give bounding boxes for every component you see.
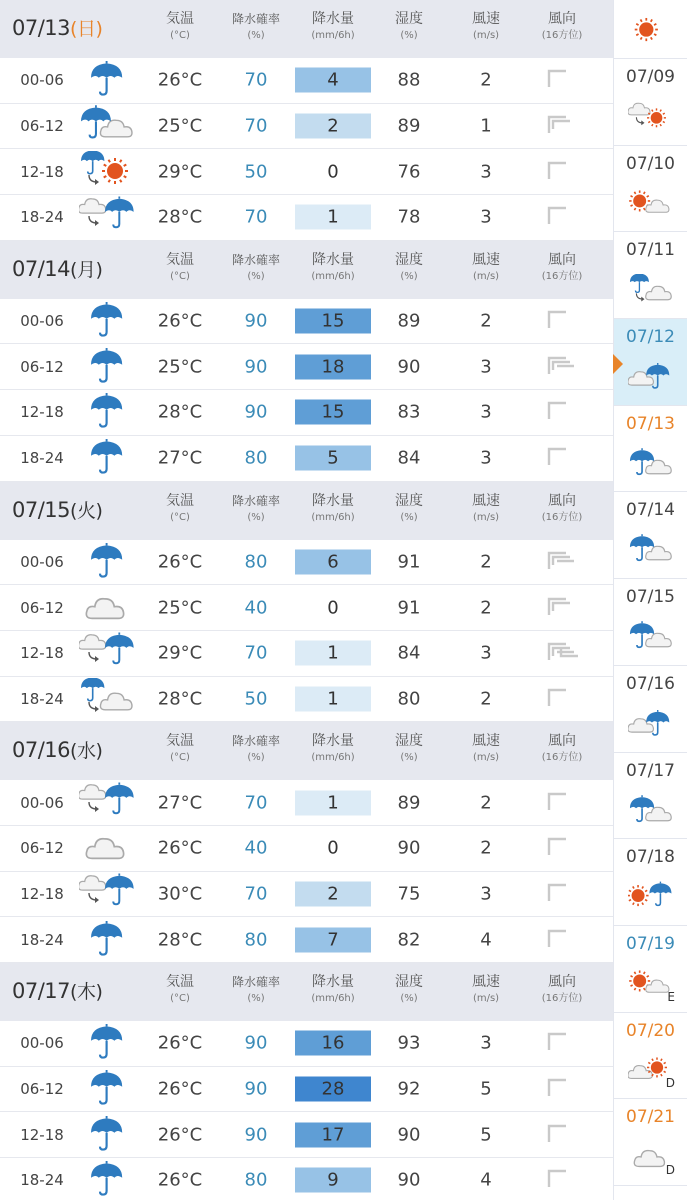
sidebar-day-07-21[interactable] xyxy=(614,1099,687,1186)
time-period: 12-18 xyxy=(20,1125,64,1144)
precip-amount: 15 xyxy=(295,309,371,334)
sidebar-day-07-13[interactable] xyxy=(614,406,687,493)
column-header-rain: 降水量 (mm/6h) xyxy=(311,11,355,41)
wind-speed: 1 xyxy=(480,115,492,137)
precip-probability: 50 xyxy=(244,161,268,183)
humidity: 76 xyxy=(397,161,421,183)
wind-direction-icon xyxy=(546,593,578,623)
precip-amount: 9 xyxy=(295,1168,371,1193)
forecast-row xyxy=(0,1112,613,1158)
umbrella-icon xyxy=(79,437,135,479)
wind-speed: 2 xyxy=(480,310,492,332)
wind-direction-icon xyxy=(546,1120,578,1150)
wind-speed: 2 xyxy=(480,551,492,573)
temperature: 26°C xyxy=(157,837,203,859)
forecast-row xyxy=(0,1158,613,1200)
forecast-row xyxy=(0,1021,613,1067)
temperature: 28°C xyxy=(157,929,203,951)
humidity: 75 xyxy=(397,883,421,905)
time-period: 12-18 xyxy=(20,403,64,422)
sidebar-day-07-10[interactable] xyxy=(614,146,687,233)
precip-amount: 5 xyxy=(295,446,371,471)
time-period: 18-24 xyxy=(20,689,64,708)
cloud-icon xyxy=(79,827,135,869)
forecast-row xyxy=(0,826,613,872)
sidebar-day-07-20[interactable] xyxy=(614,1013,687,1100)
umbrella-to-cloud-icon xyxy=(628,274,674,312)
sidebar-day-07-11[interactable] xyxy=(614,232,687,319)
precip-probability: 70 xyxy=(244,642,268,664)
column-header-hum: 湿度 (%) xyxy=(395,251,423,282)
wind-speed: 3 xyxy=(480,1032,492,1054)
forecast-row xyxy=(0,872,613,918)
day-header xyxy=(0,482,613,540)
day-date: 07/14(月) xyxy=(12,256,103,281)
wind-speed: 2 xyxy=(480,69,492,91)
wind-speed: 4 xyxy=(480,929,492,951)
sun-icon xyxy=(628,14,674,52)
day-of-week: (月) xyxy=(70,258,103,281)
humidity: 89 xyxy=(397,310,421,332)
temperature: 27°C xyxy=(157,792,203,814)
precip-amount: 1 xyxy=(295,205,371,230)
column-header-prob: 降水確率 (%) xyxy=(231,12,281,41)
umbrella-icon xyxy=(79,300,135,342)
sidebar-date: 07/10 xyxy=(626,153,675,174)
sidebar-date: 07/18 xyxy=(626,847,675,868)
humidity: 90 xyxy=(397,837,421,859)
sidebar-rank-letter: D xyxy=(665,1162,675,1177)
temperature: 26°C xyxy=(157,551,203,573)
temperature: 29°C xyxy=(157,642,203,664)
wind-speed: 2 xyxy=(480,688,492,710)
umbrella-icon xyxy=(79,919,135,961)
forecast-row xyxy=(0,104,613,150)
temperature: 25°C xyxy=(157,597,203,619)
sidebar-date: 07/15 xyxy=(626,587,675,608)
wind-speed: 2 xyxy=(480,597,492,619)
column-header-wind: 風速 (m/s) xyxy=(472,251,500,282)
forecast-row xyxy=(0,631,613,677)
column-header-hum: 湿度 (%) xyxy=(395,11,423,41)
precip-amount: 0 xyxy=(327,161,339,183)
sidebar-day-07-16[interactable] xyxy=(614,666,687,753)
wind-direction-icon xyxy=(546,879,578,909)
column-header-prob: 降水確率 (%) xyxy=(231,493,281,523)
sidebar-date: 07/19 xyxy=(626,933,675,954)
sidebar-day-07-19[interactable] xyxy=(614,926,687,1013)
umbrella-cloud-icon xyxy=(628,534,674,572)
column-header-dir: 風向 (16方位) xyxy=(541,251,583,282)
umbrella-icon xyxy=(79,1068,135,1110)
wind-direction-icon xyxy=(546,397,578,427)
column-header-dir: 風向 (16方位) xyxy=(541,11,583,41)
time-period: 00-06 xyxy=(20,312,64,331)
wind-direction-icon xyxy=(546,352,578,382)
column-header-temp: 気温 (°C) xyxy=(166,974,194,1004)
precip-probability: 90 xyxy=(244,1124,268,1146)
precip-amount: 16 xyxy=(295,1031,371,1056)
time-period: 06-12 xyxy=(20,357,64,376)
day-header xyxy=(0,963,613,1021)
sidebar-date: 07/14 xyxy=(626,500,675,521)
wind-direction-icon xyxy=(546,157,578,187)
column-header-wind: 風速 (m/s) xyxy=(472,733,500,764)
column-header-wind: 風速 (m/s) xyxy=(472,492,500,523)
temperature: 25°C xyxy=(157,115,203,137)
precip-probability: 90 xyxy=(244,1078,268,1100)
wind-speed: 3 xyxy=(480,206,492,228)
day-date: 07/15(火) xyxy=(12,497,103,522)
time-period: 06-12 xyxy=(20,598,64,617)
column-header-hum: 湿度 (%) xyxy=(395,492,423,523)
wind-direction-icon xyxy=(546,638,578,668)
wind-direction-icon xyxy=(546,925,578,955)
column-header-prob: 降水確率 (%) xyxy=(231,734,281,764)
sidebar-day-07-18[interactable] xyxy=(614,839,687,926)
precip-amount: 17 xyxy=(295,1122,371,1147)
humidity: 89 xyxy=(397,792,421,814)
precip-probability: 70 xyxy=(244,792,268,814)
time-period: 18-24 xyxy=(20,208,64,227)
time-period: 18-24 xyxy=(20,930,64,949)
forecast-row xyxy=(0,195,613,241)
day-of-week: (火) xyxy=(70,499,103,522)
precip-amount: 2 xyxy=(295,881,371,906)
column-header-wind: 風速 (m/s) xyxy=(472,974,500,1004)
wind-speed: 3 xyxy=(480,883,492,905)
umbrella-to-cloud-icon xyxy=(79,678,135,720)
humidity: 91 xyxy=(397,597,421,619)
wind-direction-icon xyxy=(546,111,578,141)
wind-direction-icon xyxy=(546,788,578,818)
umbrella-icon xyxy=(79,541,135,583)
precip-amount: 2 xyxy=(295,114,371,139)
cloud-to-umbrella-icon xyxy=(79,782,135,824)
humidity: 84 xyxy=(397,642,421,664)
precip-amount: 7 xyxy=(295,927,371,952)
time-period: 00-06 xyxy=(20,1034,64,1053)
sidebar-date: 07/11 xyxy=(626,240,675,261)
sidebar-date: 07/09 xyxy=(626,67,675,87)
precip-amount: 1 xyxy=(295,686,371,711)
time-period: 12-18 xyxy=(20,644,64,663)
column-header-hum: 湿度 (%) xyxy=(395,733,423,764)
precip-probability: 80 xyxy=(244,551,268,573)
temperature: 26°C xyxy=(157,1032,203,1054)
umbrella-icon xyxy=(79,1114,135,1156)
sidebar-date: 07/12 xyxy=(626,327,675,348)
time-period: 06-12 xyxy=(20,839,64,858)
day-date: 07/17(木) xyxy=(12,979,103,1003)
umbrella-icon xyxy=(79,391,135,433)
humidity: 84 xyxy=(397,447,421,469)
precip-probability: 40 xyxy=(244,837,268,859)
precip-probability: 90 xyxy=(244,310,268,332)
time-period: 06-12 xyxy=(20,117,64,136)
forecast-row xyxy=(0,436,613,482)
precip-probability: 80 xyxy=(244,1169,268,1191)
precip-probability: 70 xyxy=(244,69,268,91)
temperature: 30°C xyxy=(157,883,203,905)
wind-speed: 3 xyxy=(480,161,492,183)
column-header-rain: 降水量 (mm/6h) xyxy=(311,974,355,1004)
precip-probability: 70 xyxy=(244,206,268,228)
humidity: 89 xyxy=(397,115,421,137)
temperature: 26°C xyxy=(157,1078,203,1100)
sidebar-day-07-08[interactable] xyxy=(614,0,687,59)
column-header-prob: 降水確率 (%) xyxy=(231,975,281,1004)
wind-speed: 4 xyxy=(480,1169,492,1191)
column-header-dir: 風向 (16方位) xyxy=(541,974,583,1004)
column-header-dir: 風向 (16方位) xyxy=(541,492,583,523)
wind-direction-icon xyxy=(546,1028,578,1058)
umbrella-cloud-icon xyxy=(79,105,135,147)
cloud-to-sun-icon xyxy=(628,101,674,139)
time-period: 06-12 xyxy=(20,1080,64,1099)
time-period: 18-24 xyxy=(20,1171,64,1190)
column-header-rain: 降水量 (mm/6h) xyxy=(311,733,355,764)
forecast-row xyxy=(0,390,613,436)
precip-probability: 40 xyxy=(244,597,268,619)
humidity: 91 xyxy=(397,551,421,573)
temperature: 25°C xyxy=(157,356,203,378)
wind-direction-icon xyxy=(546,202,578,232)
date-sidebar[interactable] xyxy=(613,0,687,1200)
sidebar-day-07-12[interactable] xyxy=(614,319,687,406)
forecast-row xyxy=(0,149,613,195)
humidity: 92 xyxy=(397,1078,421,1100)
day-header xyxy=(0,0,613,58)
humidity: 90 xyxy=(397,356,421,378)
humidity: 90 xyxy=(397,1124,421,1146)
sun-umbrella-icon xyxy=(628,881,674,919)
sidebar-day-07-17[interactable] xyxy=(614,753,687,840)
sidebar-rank-letter: E xyxy=(667,989,675,1004)
sidebar-date: 07/13 xyxy=(626,413,675,434)
cloud-icon xyxy=(79,587,135,629)
time-period: 12-18 xyxy=(20,884,64,903)
temperature: 27°C xyxy=(157,447,203,469)
sidebar-day-07-09[interactable] xyxy=(614,59,687,146)
column-header-dir: 風向 (16方位) xyxy=(541,733,583,764)
day-date: 07/13(日) xyxy=(12,16,103,40)
cloud-umbrella-icon xyxy=(628,708,674,746)
wind-speed: 3 xyxy=(480,401,492,423)
forecast-row xyxy=(0,344,613,390)
precip-probability: 50 xyxy=(244,688,268,710)
precip-amount: 1 xyxy=(295,790,371,815)
time-period: 00-06 xyxy=(20,552,64,571)
cloud-to-umbrella-icon xyxy=(79,873,135,915)
temperature: 26°C xyxy=(157,310,203,332)
precip-amount: 15 xyxy=(295,400,371,425)
column-header-prob: 降水確率 (%) xyxy=(231,252,281,282)
precip-amount: 6 xyxy=(295,549,371,574)
cloud-to-umbrella-icon xyxy=(79,196,135,238)
wind-speed: 3 xyxy=(480,447,492,469)
forecast-row xyxy=(0,1067,613,1113)
sidebar-day-07-15[interactable] xyxy=(614,579,687,666)
forecast-row xyxy=(0,299,613,345)
precip-amount: 4 xyxy=(295,68,371,93)
precip-amount: 28 xyxy=(295,1077,371,1102)
humidity: 88 xyxy=(397,69,421,91)
temperature: 29°C xyxy=(157,161,203,183)
umbrella-to-sun-icon xyxy=(79,151,135,193)
column-header-temp: 気温 (°C) xyxy=(166,733,194,764)
column-header-wind: 風速 (m/s) xyxy=(472,11,500,41)
wind-speed: 5 xyxy=(480,1078,492,1100)
precip-probability: 70 xyxy=(244,115,268,137)
precip-probability: 90 xyxy=(244,1032,268,1054)
sidebar-date: 07/20 xyxy=(626,1020,675,1041)
wind-direction-icon xyxy=(546,833,578,863)
sun-cloud-icon xyxy=(628,188,674,226)
humidity: 83 xyxy=(397,401,421,423)
precip-probability: 70 xyxy=(244,883,268,905)
sidebar-date: 07/16 xyxy=(626,673,675,694)
forecast-row xyxy=(0,780,613,826)
time-period: 18-24 xyxy=(20,449,64,468)
sidebar-rank-letter: D xyxy=(665,1076,675,1091)
wind-direction-icon xyxy=(546,65,578,95)
column-header-temp: 気温 (°C) xyxy=(166,251,194,282)
humidity: 93 xyxy=(397,1032,421,1054)
wind-direction-icon xyxy=(546,443,578,473)
column-header-temp: 気温 (°C) xyxy=(166,492,194,523)
current-date-marker xyxy=(613,354,623,374)
humidity: 82 xyxy=(397,929,421,951)
day-header xyxy=(0,722,613,780)
day-date: 07/16(水) xyxy=(12,738,103,763)
day-of-week: (木) xyxy=(70,981,103,1003)
wind-speed: 5 xyxy=(480,1124,492,1146)
column-header-rain: 降水量 (mm/6h) xyxy=(311,251,355,282)
precip-amount: 0 xyxy=(327,597,339,619)
precip-probability: 80 xyxy=(244,447,268,469)
time-period: 00-06 xyxy=(20,71,64,90)
column-header-rain: 降水量 (mm/6h) xyxy=(311,492,355,523)
umbrella-icon xyxy=(79,346,135,388)
forecast-row xyxy=(0,58,613,104)
temperature: 28°C xyxy=(157,688,203,710)
precip-probability: 90 xyxy=(244,401,268,423)
column-header-hum: 湿度 (%) xyxy=(395,974,423,1004)
wind-direction-icon xyxy=(546,684,578,714)
umbrella-icon xyxy=(79,1022,135,1064)
wind-direction-icon xyxy=(546,306,578,336)
sidebar-date: 07/21 xyxy=(626,1107,675,1128)
temperature: 26°C xyxy=(157,1169,203,1191)
umbrella-cloud-icon xyxy=(628,621,674,659)
precip-amount: 0 xyxy=(327,837,339,859)
forecast-row xyxy=(0,585,613,631)
temperature: 26°C xyxy=(157,69,203,91)
wind-direction-icon xyxy=(546,547,578,577)
temperature: 28°C xyxy=(157,401,203,423)
wind-direction-icon xyxy=(546,1165,578,1195)
umbrella-cloud-icon xyxy=(628,448,674,486)
forecast-row xyxy=(0,540,613,586)
cloud-umbrella-icon xyxy=(628,361,674,399)
umbrella-icon xyxy=(79,1159,135,1200)
forecast-row xyxy=(0,917,613,963)
wind-speed: 2 xyxy=(480,837,492,859)
sidebar-day-07-14[interactable] xyxy=(614,492,687,579)
precip-probability: 80 xyxy=(244,929,268,951)
humidity: 80 xyxy=(397,688,421,710)
day-of-week: (日) xyxy=(70,18,103,40)
wind-speed: 3 xyxy=(480,356,492,378)
umbrella-cloud-icon xyxy=(628,795,674,833)
precip-probability: 90 xyxy=(244,356,268,378)
wind-speed: 2 xyxy=(480,792,492,814)
temperature: 26°C xyxy=(157,1124,203,1146)
sidebar-date: 07/17 xyxy=(626,760,675,781)
wind-speed: 3 xyxy=(480,642,492,664)
day-of-week: (水) xyxy=(70,740,103,763)
column-header-temp: 気温 (°C) xyxy=(166,11,194,41)
umbrella-icon xyxy=(79,59,135,101)
time-period: 12-18 xyxy=(20,162,64,181)
day-header xyxy=(0,241,613,299)
wind-direction-icon xyxy=(546,1074,578,1104)
humidity: 78 xyxy=(397,206,421,228)
forecast-row xyxy=(0,677,613,723)
precip-amount: 18 xyxy=(295,354,371,379)
time-period: 00-06 xyxy=(20,793,64,812)
humidity: 90 xyxy=(397,1169,421,1191)
cloud-to-umbrella-icon xyxy=(79,632,135,674)
temperature: 28°C xyxy=(157,206,203,228)
precip-amount: 1 xyxy=(295,641,371,666)
